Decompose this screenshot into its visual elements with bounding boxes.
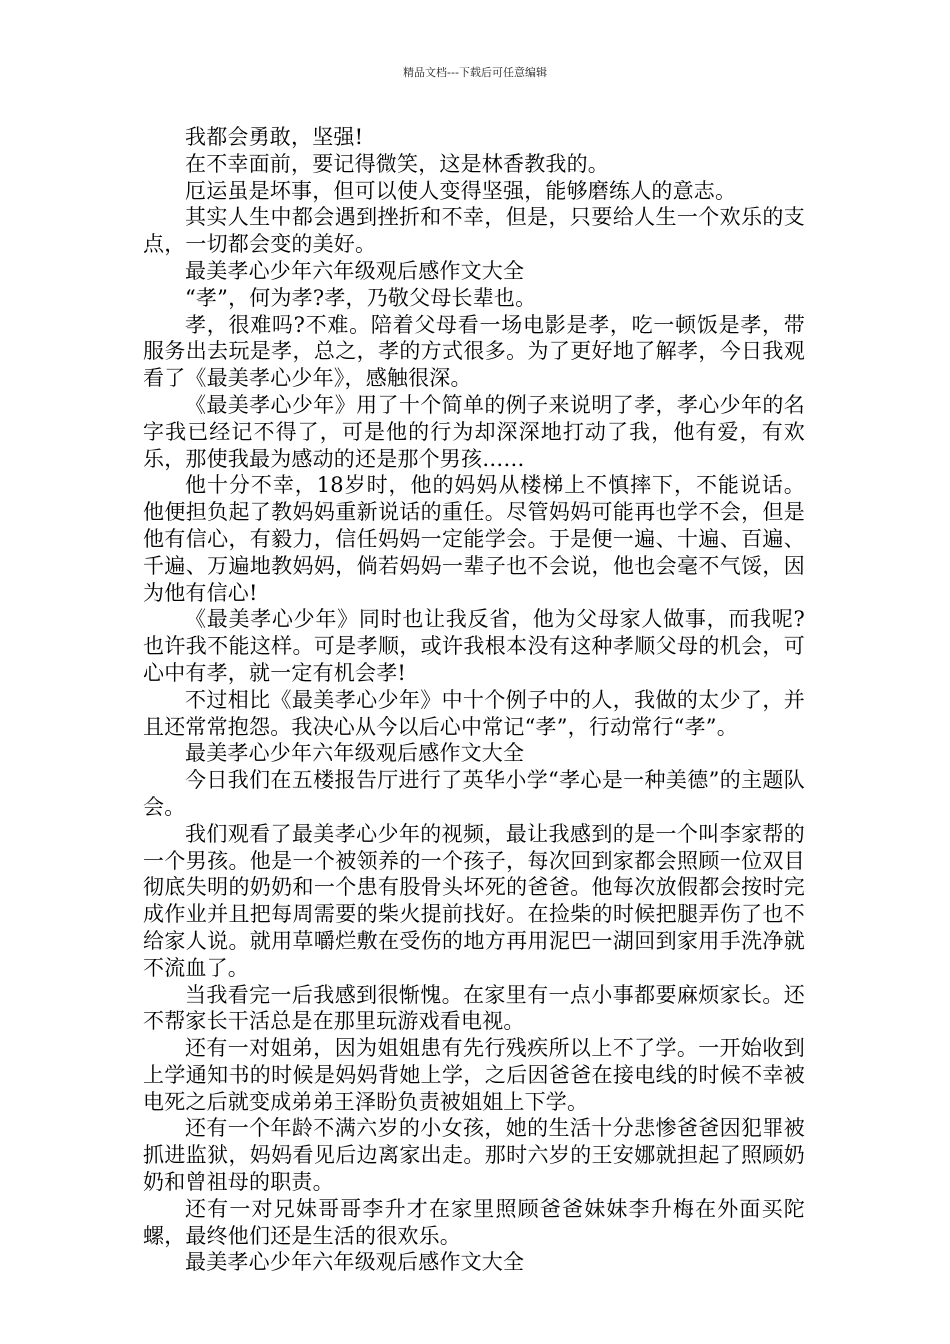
paragraph: 今日我们在五楼报告厅进行了英华小学“孝心是一种美德”的主题队会。 (143, 768, 805, 819)
paragraph: 厄运虽是坏事，但可以使人变得坚强，能够磨练人的意志。 (185, 178, 737, 203)
page-header: 精品文档---下载后可任意编辑 (403, 66, 547, 79)
paragraph: 我们观看了最美孝心少年的视频，最让我感到的是一个叫李家帮的一个男孩。他是一个被领养的一个孩子，每次回到家都会照顾一位双目彻底失明的奶奶和一个患有股骨头坏死的爸爸。他每次放假都会按时完成作业并且把每周需要的柴火提前找好。在捡柴的时候把腿弄伤了也不给家人说。就用草嚼烂敷在受伤的地方再用泥巴一湖回到家用手洗净就不流血了。 (143, 821, 805, 980)
paragraph: 其实人生中都会遇到挫折和不幸，但是，只要给人生一个欢乐的支点，一切都会变的美好。 (143, 205, 805, 257)
paragraph: 还有一个年龄不满六岁的小女孩，她的生活十分悲惨爸爸因犯罪被抓进监狱，妈妈看见后边离家出走。那时六岁的王安娜就担起了照顾奶奶和曾祖母的职责。 (143, 1116, 805, 1195)
paragraph: 他十分不幸，18岁时，他的妈妈从楼梯上不慎摔下，不能说话。他便担负起了教妈妈重新说话的重任。尽管妈妈可能再也学不会，但是他有信心，有毅力，信任妈妈一定能学会。于是便一遍、十遍、百遍、千遍、万遍地教妈妈，倘若妈妈一辈子也不会说，他也会毫不气馁，因为他有信心! (143, 473, 805, 605)
paragraph: 还有一对姐弟，因为姐姐患有先行残疾所以上不了学。一开始收到上学通知书的时候是妈妈背她上学，之后因爸爸在接电线的时候不幸被电死之后就变成弟弟王泽盼负责被姐姐上下学。 (143, 1036, 805, 1114)
paragraph: 我都会勇敢，坚强! (185, 125, 364, 149)
paragraph: 不过相比《最美孝心少年》中十个例子中的人，我做的太少了，并且还常常抱怨。我决心从今以后心中常记“孝”，行动常行“孝”。 (143, 687, 805, 739)
paragraph: 还有一对兄妹哥哥李升才在家里照顾爸爸妹妹李升梅在外面买陀螺，最终他们还是生活的很欢乐。 (143, 1196, 805, 1248)
document-body (143, 124, 805, 1276)
paragraph: 当我看完一后我感到很惭愧。在家里有一点小事都要麻烦家长。还不帮家长干活总是在那里玩游戏看电视。 (143, 982, 805, 1034)
paragraph: “孝”，何为孝?孝，乃敬父母长辈也。 (185, 285, 537, 310)
section-heading: 最美孝心少年六年级观后感作文大全 (185, 258, 525, 283)
section-heading: 最美孝心少年六年级观后感作文大全 (185, 1250, 525, 1275)
paragraph: 孝，很难吗?不难。陪着父母看一场电影是孝，吃一顿饭是孝，带服务出去玩是孝，总之，孝的方式很多。为了更好地了解孝，今日我观看了《最美孝心少年》，感触很深。 (143, 312, 805, 391)
paragraph: 《最美孝心少年》用了十个简单的例子来说明了孝，孝心少年的名字我已经记不得了，可是他的行为却深深地打动了我，他有爱，有欢乐，那使我最为感动的还是那个男孩…… (143, 392, 805, 471)
paragraph: 《最美孝心少年》同时也让我反省，他为父母家人做事，而我呢?也许我不能这样。可是孝顺，或许我根本没有这种孝顺父母的机会，可心中有孝，就一定有机会孝! (143, 607, 805, 685)
paragraph: 在不幸面前，要记得微笑，这是林香教我的。 (185, 151, 609, 176)
section-heading: 最美孝心少年六年级观后感作文大全 (185, 741, 525, 766)
